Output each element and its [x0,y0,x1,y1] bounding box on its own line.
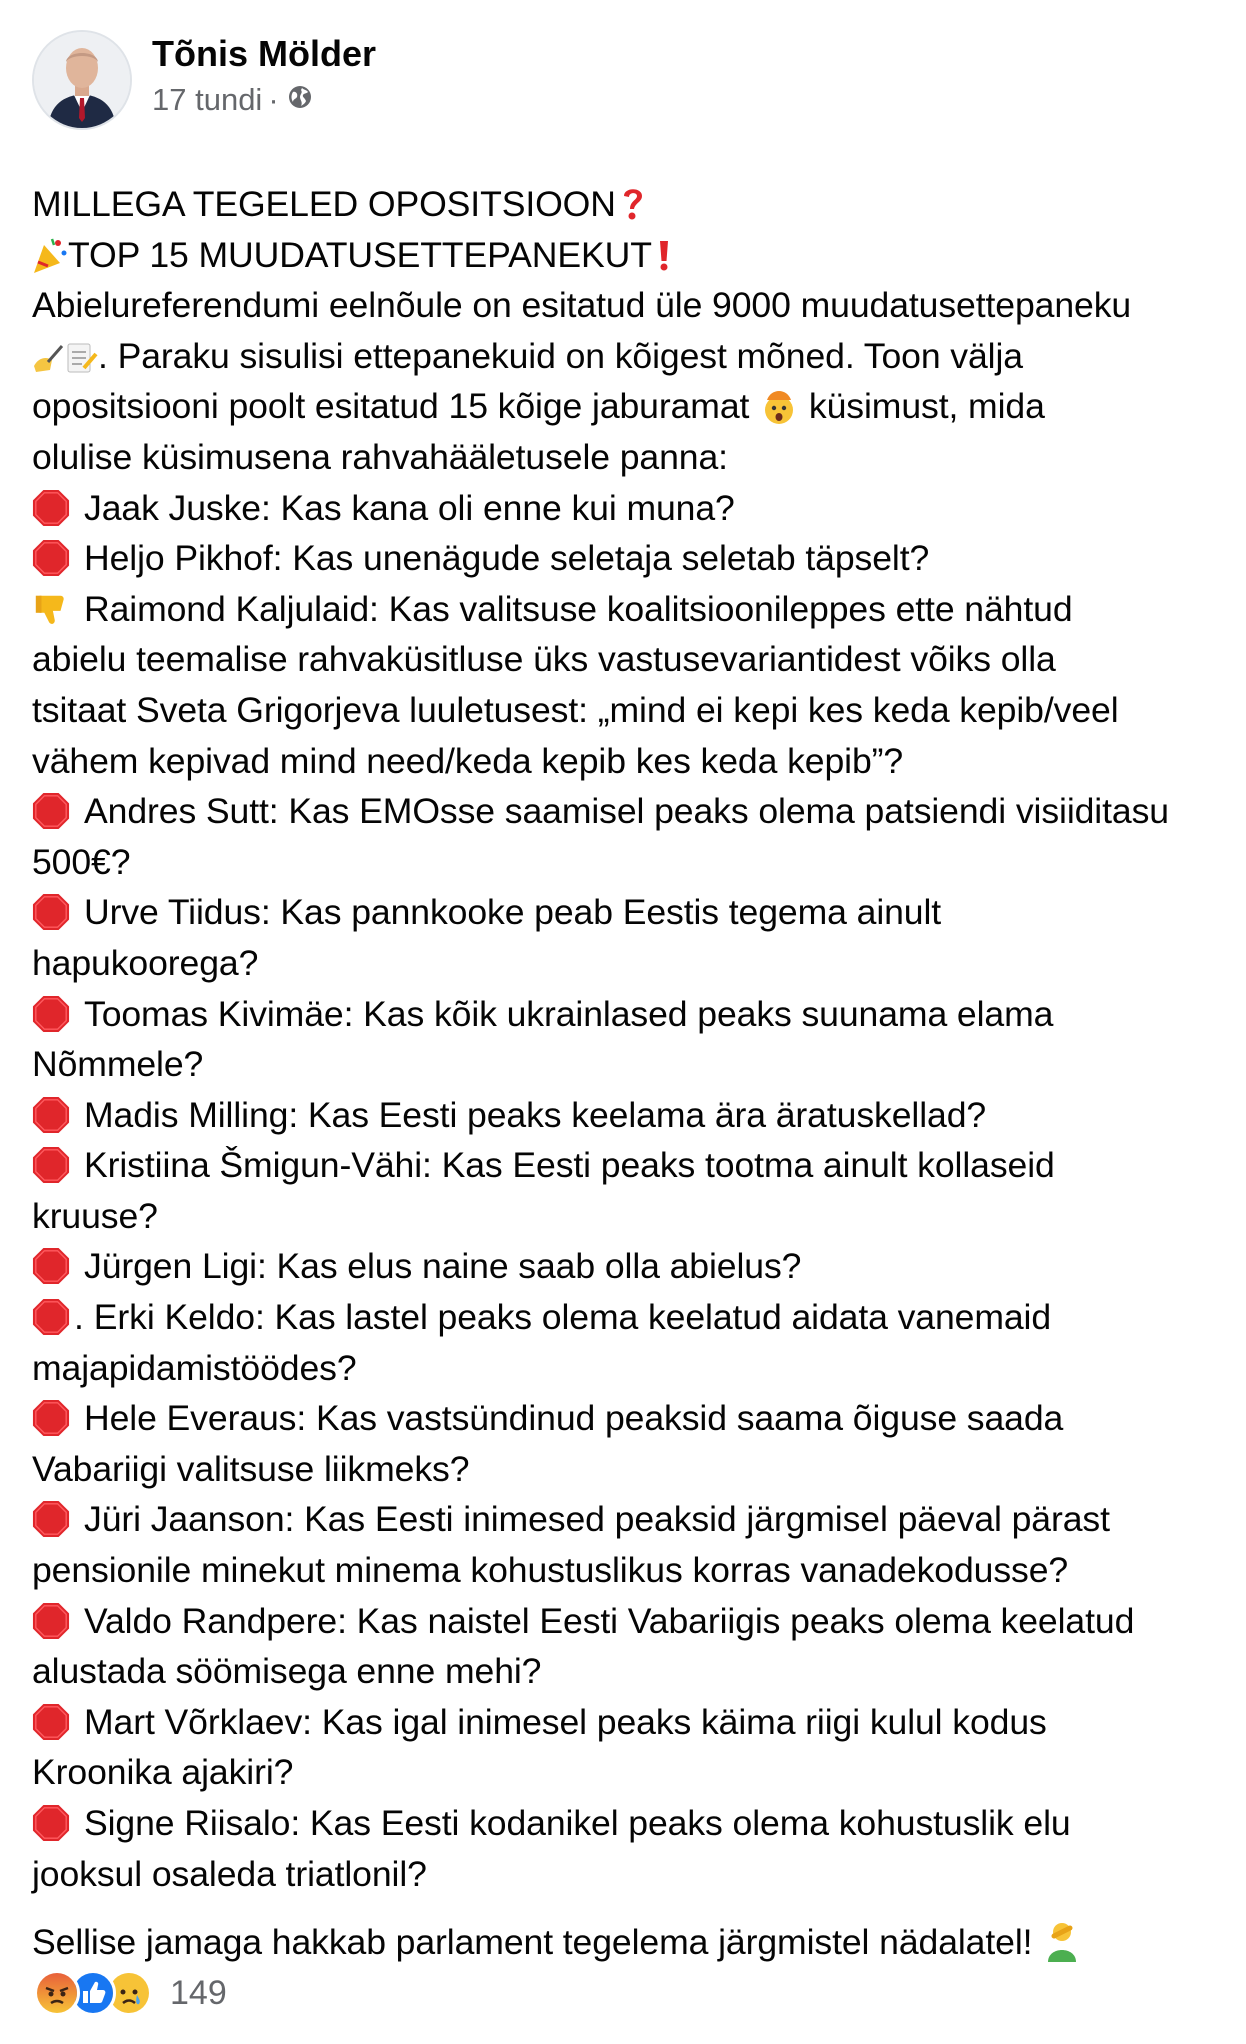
avatar[interactable] [32,30,132,130]
red-question-mark-icon [616,184,650,224]
proposal-line [32,1596,1216,1647]
proposal-text: Nõmmele? [32,1044,204,1085]
proposal-continuation-line [32,1039,1216,1090]
proposal-continuation-line [32,1747,1216,1798]
proposal-text: tsitaat Sveta Grigorjeva luuletusest: „mind ei kepi kes keda kepib/veel [32,689,1119,730]
exploding-head-icon [759,386,799,426]
stray-dot: . [74,1297,84,1338]
intro-line-2: . Paraku sisulisi ettepanekuid on kõigest mõned. Toon välja [32,331,1216,382]
separator: · [268,82,279,117]
proposal-text: Signe Riisalo: Kas Eesti kodanikel peaks olema kohustuslik elu [84,1803,1071,1843]
proposal-continuation-line [32,1444,1216,1495]
proposal-line [32,533,1216,584]
proposal-line [32,1798,1216,1849]
proposal-line [32,1292,1216,1343]
proposal-text: Jaak Juske: Kas kana oli enne kui muna? [84,487,735,528]
proposal-item [32,887,1216,988]
proposal-line [32,1393,1216,1444]
proposal-continuation-line [32,1646,1216,1697]
proposal-continuation-line [32,837,1216,888]
proposal-continuation-line [32,1343,1216,1394]
proposal-text: Valdo Randpere: Kas naistel Eesti Vabariigis peaks olema keelatud [84,1600,1135,1641]
proposal-item [32,533,1216,584]
proposal-line [32,1241,1216,1292]
proposal-text: pensionile minekut minema kohustuslikus korras vanadekodusse? [32,1550,1069,1591]
intro-line-1: Abielureferendumi eelnõule on esitatud üle 9000 muudatusettepaneku [32,285,1132,326]
globe-icon [287,80,313,120]
proposal-continuation-line [32,938,1216,989]
profile-photo-icon [34,32,130,128]
post-time[interactable]: 17 tundi [152,82,263,117]
proposal-continuation-line [32,1849,1216,1900]
proposal-item [32,584,1216,786]
writing-hand-icon [32,340,64,376]
proposal-text: jooksul osaleda triatlonil? [32,1853,427,1894]
post-header [32,30,1216,135]
memo-icon [64,340,98,376]
proposal-text: Vabariigi valitsuse liikmeks? [32,1448,470,1489]
proposal-line [32,1090,1216,1141]
proposal-list [32,483,1216,1900]
intro-line-3: opositsiooni poolt esitatud 15 kõige jaburamat küsimust, mida [32,386,1045,427]
proposal-item [32,989,1216,1090]
proposal-text: majapidamistöödes? [32,1347,357,1388]
post-subline [152,80,376,120]
proposal-line [32,786,1216,837]
proposal-line [32,1140,1216,1191]
proposal-item [32,1697,1216,1798]
proposal-text: Urve Tiidus: Kas pannkooke peab Eestis tegema ainult [84,892,942,933]
proposal-line [32,989,1216,1040]
proposal-item [32,1292,1216,1393]
proposal-text: Raimond Kaljulaid: Kas valitsuse koalitsioonileppes ette nähtud [84,588,1073,629]
headline-2: TOP 15 MUUDATUSETTEPANEKUT [32,230,1216,281]
reaction-summary[interactable] [34,1970,227,2016]
proposal-line [32,584,1216,635]
stop-sign-icon [32,1703,70,1741]
facepalm-icon [1042,1920,1082,1962]
proposal-line [32,1697,1216,1748]
proposal-item [32,1596,1216,1697]
proposal-line [32,483,1216,534]
proposal-text: Kristiina Šmigun-Vähi: Kas Eesti peaks tootma ainult kollaseid [84,1145,1055,1186]
proposal-item [32,786,1216,887]
stop-sign-icon [32,489,70,527]
red-exclamation-icon [652,235,676,275]
proposal-continuation-line [32,634,1216,685]
post-meta [152,30,376,120]
headline-1: MILLEGA TEGELED OPOSITSIOON [32,179,1216,230]
thumbs-down-icon [32,590,70,628]
proposal-text: Madis Milling: Kas Eesti peaks keelama ära äratuskellad? [84,1094,987,1135]
proposal-text: kruuse? [32,1195,158,1236]
proposal-text: hapukoorega? [32,942,259,983]
proposal-text: alustada söömisega enne mehi? [32,1651,542,1692]
proposal-line [32,1494,1216,1545]
intro-line-4: olulise küsimusena rahvahääletusele panna: [32,436,728,477]
proposal-item [32,1494,1216,1595]
stop-sign-icon [32,893,70,931]
proposal-item [32,1090,1216,1141]
proposal-line [32,887,1216,938]
party-popper-icon [32,235,68,275]
proposal-text: Hele Everaus: Kas vastsündinud peaksid saama õiguse saada [84,1398,1064,1439]
proposal-text: Jüri Jaanson: Kas Eesti inimesed peaksid järgmisel päeval pärast [84,1499,1110,1540]
proposal-continuation-line [32,1545,1216,1596]
proposal-item [32,1241,1216,1292]
stop-sign-icon [32,1247,70,1285]
angry-reaction-icon [34,1970,80,2016]
post-body [32,179,1216,1968]
stop-sign-icon [32,792,70,830]
proposal-text: vähem kepivad mind need/keda kepib kes keda kepib”? [32,740,904,781]
proposal-text: Toomas Kivimäe: Kas kõik ukrainlased peaks suunama elama [84,993,1054,1034]
stop-sign-icon [32,539,70,577]
reaction-count[interactable]: 149 [170,1973,227,2012]
proposal-text: 500€? [32,841,131,882]
proposal-item [32,1393,1216,1494]
proposal-continuation-line [32,736,1216,787]
stop-sign-icon [32,1804,70,1842]
proposal-text: Heljo Pikhof: Kas unenägude seletaja seletab täpselt? [84,538,930,579]
proposal-item [32,1140,1216,1241]
stop-sign-icon [32,1602,70,1640]
proposal-item [32,1798,1216,1899]
proposal-text: Mart Võrklaev: Kas igal inimesel peaks käima riigi kulul kodus [84,1701,1047,1742]
stop-sign-icon [32,1399,70,1437]
stop-sign-icon [32,1500,70,1538]
stop-sign-icon [32,1298,70,1336]
proposal-item [32,483,1216,534]
stop-sign-icon [32,1096,70,1134]
closing-line: Sellise jamaga hakkab parlament tegelema järgmistel nädalatel! [32,1917,1216,1968]
proposal-text: Andres Sutt: Kas EMOsse saamisel peaks olema patsiendi visiiditasu [84,791,1169,832]
proposal-text: Jürgen Ligi: Kas elus naine saab olla abielus? [84,1246,802,1287]
proposal-text: Kroonika ajakiri? [32,1752,294,1793]
proposal-continuation-line [32,1191,1216,1242]
proposal-continuation-line [32,685,1216,736]
stop-sign-icon [32,995,70,1033]
proposal-text: abielu teemalise rahvaküsitluse üks vastusevariantidest võiks olla [32,639,1056,680]
stop-sign-icon [32,1146,70,1184]
author-name[interactable]: Tõnis Mölder [152,33,376,74]
proposal-text: Erki Keldo: Kas lastel peaks olema keelatud aidata vanemaid [93,1297,1052,1338]
